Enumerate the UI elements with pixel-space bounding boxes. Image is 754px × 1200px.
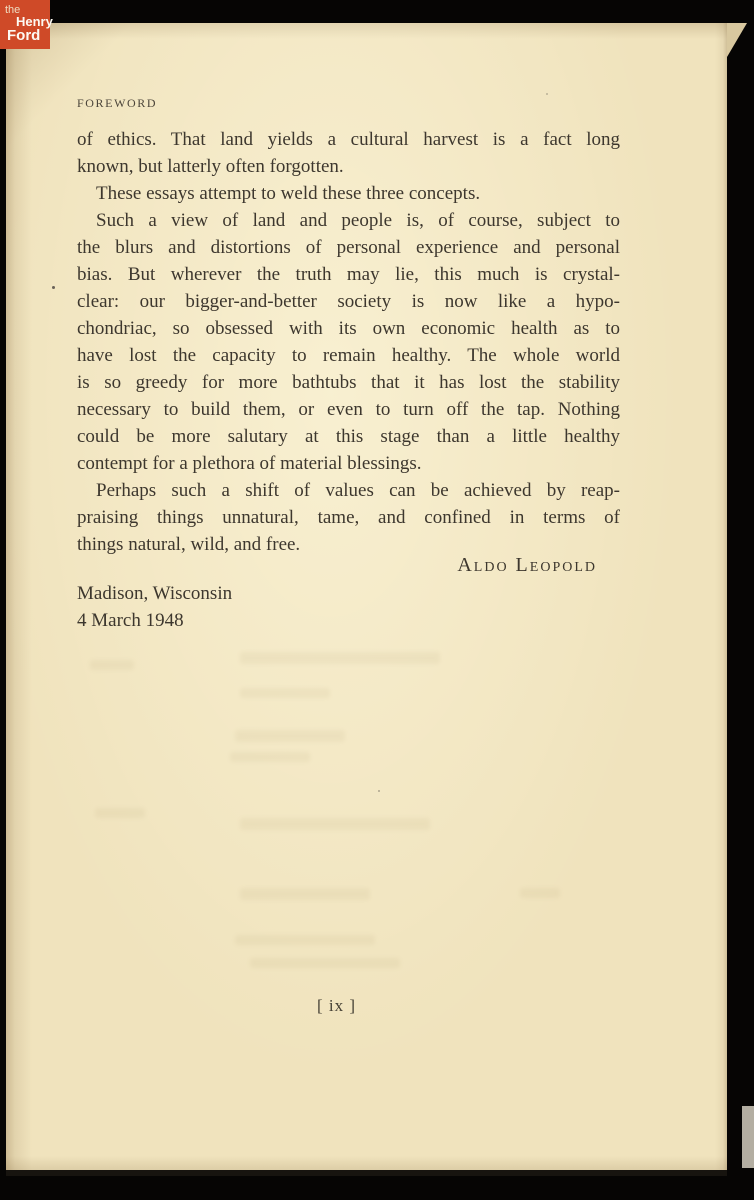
text-line: bias. But wherever the truth may lie, this much is crystal- — [77, 264, 620, 285]
text-line: could be more salutary at this stage than a little healthy — [77, 426, 620, 447]
bleed-through-mark — [240, 652, 440, 664]
text-line: contempt for a plethora of material blessings. — [77, 453, 422, 474]
text-line: is so greedy for more bathtubs that it has lost the stability — [77, 372, 620, 393]
text-line: things natural, wild, and free. — [77, 534, 301, 555]
page-edge-curl — [727, 23, 747, 57]
bleed-through-mark — [235, 935, 375, 945]
text-line: known, but latterly often forgotten. — [77, 156, 344, 177]
scanned-book-page — [6, 23, 727, 1170]
paper-speck — [52, 286, 55, 289]
text-line: chondriac, so obsessed with its own economic health as to — [77, 318, 620, 339]
bleed-through-mark — [90, 660, 134, 670]
running-header: FOREWORD — [77, 96, 158, 110]
place-line: Madison, Wisconsin — [77, 583, 233, 604]
bleed-through-mark — [235, 730, 345, 742]
logo-text-the: the — [5, 4, 21, 16]
paper-speck — [546, 93, 548, 95]
bleed-through-mark — [520, 888, 560, 898]
date-line: 4 March 1948 — [77, 610, 184, 631]
text-line: praising things unnatural, tame, and confined in terms of — [77, 507, 620, 528]
text-line: have lost the capacity to remain healthy. The whole world — [77, 345, 620, 366]
bleed-through-mark — [95, 808, 145, 818]
text-line: Such a view of land and people is, of course, subject to — [96, 210, 620, 231]
text-line: Perhaps such a shift of values can be achieved by reap- — [96, 480, 620, 501]
text-line: the blurs and distortions of personal experience and personal — [77, 237, 620, 258]
paper-speck — [378, 790, 380, 792]
bleed-through-mark — [240, 818, 430, 830]
henry-ford-logo — [0, 0, 53, 49]
bleed-through-mark — [230, 752, 310, 762]
bleed-through-mark — [240, 688, 330, 698]
author-signature: Aldo Leopold — [457, 554, 597, 576]
text-line: of ethics. That land yields a cultural harvest is a fact long — [77, 129, 620, 150]
book-edge-strip — [742, 1106, 754, 1168]
body-text — [77, 126, 620, 558]
bleed-through-mark — [240, 888, 370, 900]
logo-text-ford: Ford — [7, 27, 41, 44]
text-line: clear: our bigger-and-better society is now like a hypo- — [77, 291, 620, 312]
logo-text-henry: Henry — [16, 14, 53, 29]
text-line: necessary to build them, or even to turn off the tap. Nothing — [77, 399, 620, 420]
text-line: These essays attempt to weld these three concepts. — [96, 183, 481, 204]
bleed-through-mark — [250, 958, 400, 968]
page-number: [ ix ] — [316, 996, 357, 1015]
